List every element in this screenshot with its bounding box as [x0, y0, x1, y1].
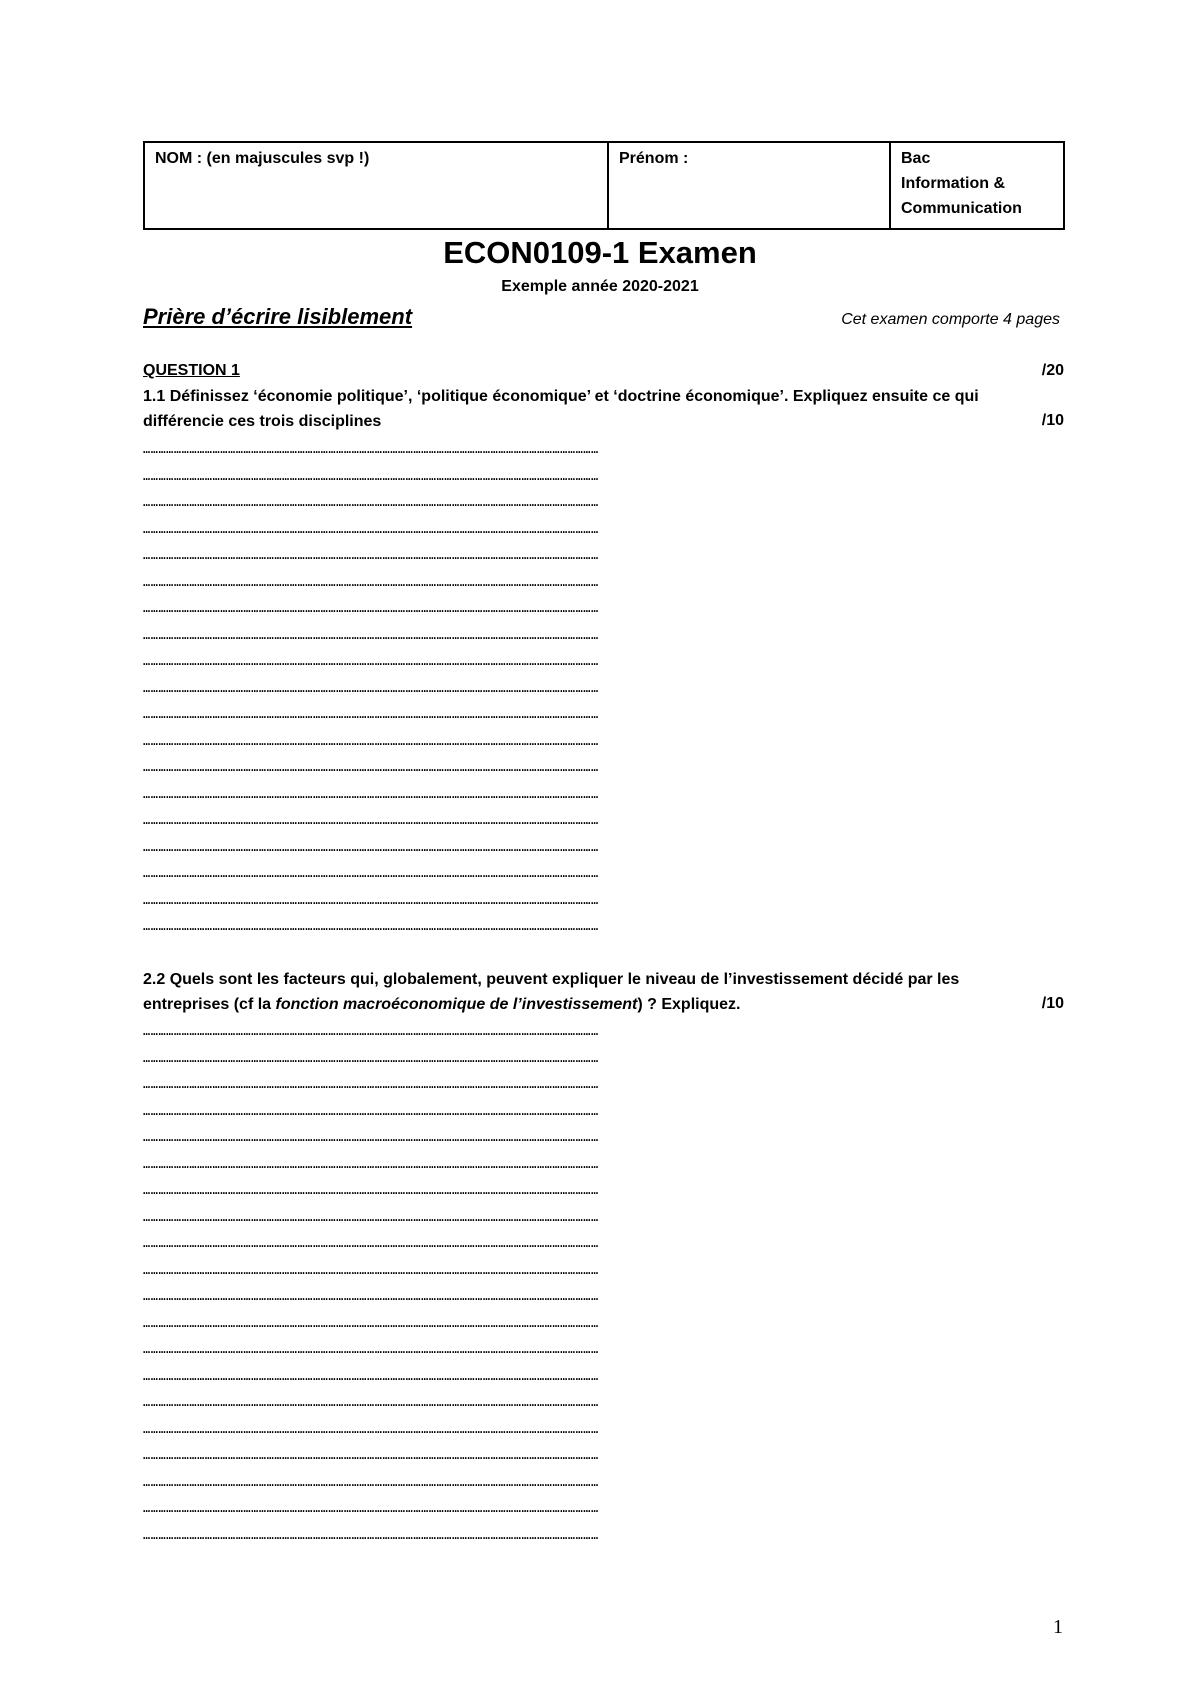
- answer-line[interactable]: ……………………………………………………………………………………………………………………………………………………………: [143, 919, 599, 933]
- question-1-1-text: [143, 384, 1063, 434]
- answer-line[interactable]: ……………………………………………………………………………………………………………………………………………………………: [143, 733, 599, 748]
- instruction-text: Prière d’écrire lisiblement: [143, 304, 413, 329]
- answer-line[interactable]: ……………………………………………………………………………………………………………………………………………………………: [143, 1289, 599, 1303]
- answer-line[interactable]: ……………………………………………………………………………………………………………………………………………………………: [143, 654, 599, 668]
- question-1-1-line1: 1.1 Définissez ‘économie politique’, ‘politique économique’ et ‘doctrine économique’. Expliquez ensuite ce qui: [143, 388, 979, 405]
- answer-line[interactable]: ……………………………………………………………………………………………………………………………………………………………: [143, 1050, 599, 1065]
- question-2-2-answer-area[interactable]: [143, 1018, 1005, 1548]
- answer-line[interactable]: ……………………………………………………………………………………………………………………………………………………………: [143, 495, 599, 509]
- answer-line[interactable]: ……………………………………………………………………………………………………………………………………………………………: [143, 1130, 599, 1144]
- question-1-1-line2: différencie ces trois disciplines: [143, 413, 382, 430]
- answer-line[interactable]: ……………………………………………………………………………………………………………………………………………………………: [143, 813, 599, 827]
- first-name-label: Prénom :: [619, 150, 689, 167]
- answer-line[interactable]: ……………………………………………………………………………………………………………………………………………………………: [143, 1236, 599, 1250]
- question-2-2-score: /10: [1041, 995, 1064, 1012]
- first-name-field[interactable]: [609, 143, 891, 228]
- name-field[interactable]: [145, 143, 609, 228]
- answer-line[interactable]: ……………………………………………………………………………………………………………………………………………………………: [143, 1024, 599, 1038]
- question-2-2-text-after: ) ? Expliquez.: [637, 996, 741, 1013]
- question-2-2-text: [143, 967, 1063, 1017]
- answer-line[interactable]: ……………………………………………………………………………………………………………………………………………………………: [143, 1421, 599, 1436]
- exam-title: ECON0109-1 Examen: [443, 235, 757, 270]
- answer-line[interactable]: ……………………………………………………………………………………………………………………………………………………………: [143, 574, 599, 589]
- exam-subtitle: Exemple année 2020-2021: [501, 278, 699, 295]
- answer-line[interactable]: ……………………………………………………………………………………………………………………………………………………………: [143, 1474, 599, 1489]
- answer-line[interactable]: ……………………………………………………………………………………………………………………………………………………………: [143, 1315, 599, 1330]
- answer-line[interactable]: ……………………………………………………………………………………………………………………………………………………………: [143, 707, 599, 721]
- question-2-2-emphasis: fonction macroéconomique de l’investissement: [275, 996, 638, 1013]
- answer-line[interactable]: ……………………………………………………………………………………………………………………………………………………………: [143, 1103, 599, 1118]
- answer-line[interactable]: ……………………………………………………………………………………………………………………………………………………………: [143, 786, 599, 801]
- answer-line[interactable]: ……………………………………………………………………………………………………………………………………………………………: [143, 521, 599, 536]
- answer-line[interactable]: ……………………………………………………………………………………………………………………………………………………………: [143, 760, 599, 774]
- answer-line[interactable]: ……………………………………………………………………………………………………………………………………………………………: [143, 892, 599, 907]
- answer-line[interactable]: ……………………………………………………………………………………………………………………………………………………………: [143, 1342, 599, 1356]
- answer-line[interactable]: ……………………………………………………………………………………………………………………………………………………………: [143, 1262, 599, 1277]
- page-number: 1: [1053, 1616, 1063, 1638]
- answer-line[interactable]: ……………………………………………………………………………………………………………………………………………………………: [143, 601, 599, 615]
- answer-line[interactable]: ……………………………………………………………………………………………………………………………………………………………: [143, 1448, 599, 1462]
- question-2-2-text-before: entreprises (cf la: [143, 996, 276, 1013]
- question-2-2-line2: [143, 992, 1063, 1017]
- question-1-1-score: /10: [1041, 412, 1064, 429]
- question-1-score: /20: [1041, 362, 1064, 379]
- answer-line[interactable]: ……………………………………………………………………………………………………………………………………………………………: [143, 548, 599, 562]
- question-1-1-answer-area[interactable]: [143, 436, 1005, 940]
- question-1-heading: QUESTION 1: [143, 362, 240, 379]
- pages-note: Cet examen comporte 4 pages: [841, 311, 1060, 328]
- answer-line[interactable]: ……………………………………………………………………………………………………………………………………………………………: [143, 680, 599, 695]
- answer-line[interactable]: ……………………………………………………………………………………………………………………………………………………………: [143, 1527, 599, 1542]
- name-label: NOM : (en majuscules svp !): [155, 150, 370, 167]
- answer-line[interactable]: ……………………………………………………………………………………………………………………………………………………………: [143, 1077, 599, 1091]
- answer-line[interactable]: ……………………………………………………………………………………………………………………………………………………………: [143, 1156, 599, 1171]
- answer-line[interactable]: ……………………………………………………………………………………………………………………………………………………………: [143, 1395, 599, 1409]
- answer-line[interactable]: ……………………………………………………………………………………………………………………………………………………………: [143, 1368, 599, 1383]
- answer-line[interactable]: ……………………………………………………………………………………………………………………………………………………………: [143, 866, 599, 880]
- answer-line[interactable]: ……………………………………………………………………………………………………………………………………………………………: [143, 442, 599, 456]
- answer-line[interactable]: ……………………………………………………………………………………………………………………………………………………………: [143, 468, 599, 483]
- answer-line[interactable]: ……………………………………………………………………………………………………………………………………………………………: [143, 1209, 599, 1224]
- answer-line[interactable]: ……………………………………………………………………………………………………………………………………………………………: [143, 1183, 599, 1197]
- answer-line[interactable]: ……………………………………………………………………………………………………………………………………………………………: [143, 1501, 599, 1515]
- student-info-table: [143, 141, 1065, 230]
- answer-line[interactable]: ……………………………………………………………………………………………………………………………………………………………: [143, 839, 599, 854]
- question-2-2-line1: 2.2 Quels sont les facteurs qui, globalement, peuvent expliquer le niveau de l’investissement décidé par les: [143, 971, 960, 988]
- program-cell: Bac Information & Communication: [901, 150, 1022, 217]
- answer-line[interactable]: ……………………………………………………………………………………………………………………………………………………………: [143, 627, 599, 642]
